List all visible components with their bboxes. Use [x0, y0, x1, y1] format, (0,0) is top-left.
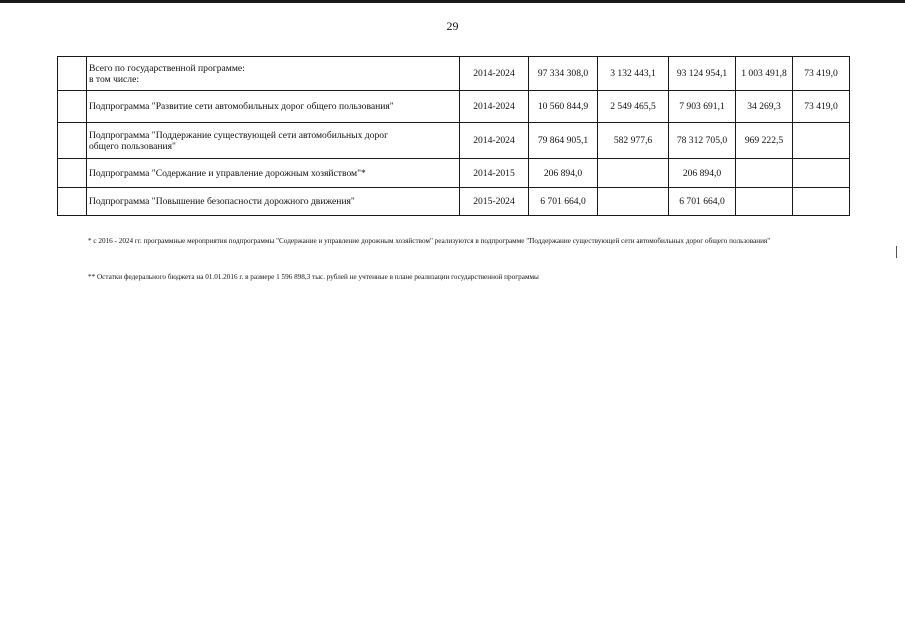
value-cell: 93 124 954,1 [669, 57, 736, 91]
period-cell: 2014-2024 [460, 57, 529, 91]
row-name-cell [87, 57, 460, 91]
footnote-subprogram-transfer: * с 2016 - 2024 гг. программные мероприятия подпрограммы "Содержание и управление дорожным хозяйством" реализуются в подпрограмме "Поддержание существующей сети автомобильных дорог общего пользования" [88, 237, 771, 245]
program-funding-table [57, 56, 850, 216]
row-name-line: Подпрограмма "Повышение безопасности дорожного движения" [89, 196, 355, 207]
value-cell: 73 419,0 [793, 91, 850, 123]
value-cell: 6 701 664,0 [529, 188, 598, 216]
value-cell [793, 188, 850, 216]
value-cell: 1 003 491,8 [736, 57, 793, 91]
value-cell: 206 894,0 [669, 159, 736, 188]
row-name-cell [87, 188, 460, 216]
table-row [58, 188, 850, 216]
row-name-cell [87, 123, 460, 159]
top-border-line [0, 0, 905, 3]
row-marker-cell [58, 188, 87, 216]
row-name-cell [87, 159, 460, 188]
value-cell: 97 334 308,0 [529, 57, 598, 91]
period-cell: 2014-2024 [460, 123, 529, 159]
row-marker-cell [58, 91, 87, 123]
row-marker-cell [58, 123, 87, 159]
row-name-line: Подпрограмма "Содержание и управление дорожным хозяйством"* [89, 167, 366, 179]
scan-edge-mark [896, 246, 897, 258]
row-name-line: Подпрограмма "Развитие сети автомобильных дорог общего пользования" [89, 101, 394, 112]
table-row [58, 159, 850, 188]
page-number: 29 [446, 19, 459, 33]
row-marker-cell [58, 57, 87, 91]
row-name-cell [87, 91, 460, 123]
value-cell [736, 188, 793, 216]
table-row [58, 91, 850, 123]
period-cell: 2015-2024 [460, 188, 529, 216]
value-cell [598, 188, 669, 216]
value-cell: 969 222,5 [736, 123, 793, 159]
value-cell: 6 701 664,0 [669, 188, 736, 216]
value-cell: 7 903 691,1 [669, 91, 736, 123]
period-cell: 2014-2024 [460, 91, 529, 123]
footnote-federal-balance: ** Остатки федерального бюджета на 01.01.2016 г. в размере 1 596 898,3 тыс. рублей не учтенные в плане реализации государственной программы [88, 273, 539, 281]
period-cell: 2014-2015 [460, 159, 529, 188]
row-name-line: Всего по государственной программе: [89, 62, 245, 74]
value-cell: 78 312 705,0 [669, 123, 736, 159]
value-cell: 73 419,0 [793, 57, 850, 91]
table-row [58, 123, 850, 159]
row-marker-cell [58, 159, 87, 188]
value-cell: 10 560 844,9 [529, 91, 598, 123]
value-cell: 3 132 443,1 [598, 57, 669, 91]
value-cell: 79 864 905,1 [529, 123, 598, 159]
value-cell: 582 977,6 [598, 123, 669, 159]
value-cell [793, 123, 850, 159]
value-cell: 34 269,3 [736, 91, 793, 123]
row-name-line: Подпрограмма "Поддержание существующей сети автомобильных дорог [89, 129, 388, 141]
row-name-line: общего пользования" [89, 140, 176, 152]
value-cell: 206 894,0 [529, 159, 598, 188]
value-cell [793, 159, 850, 188]
value-cell [598, 159, 669, 188]
value-cell: 2 549 465,5 [598, 91, 669, 123]
row-name-line: в том числе: [89, 73, 140, 85]
value-cell [736, 159, 793, 188]
table-row-total [58, 57, 850, 91]
